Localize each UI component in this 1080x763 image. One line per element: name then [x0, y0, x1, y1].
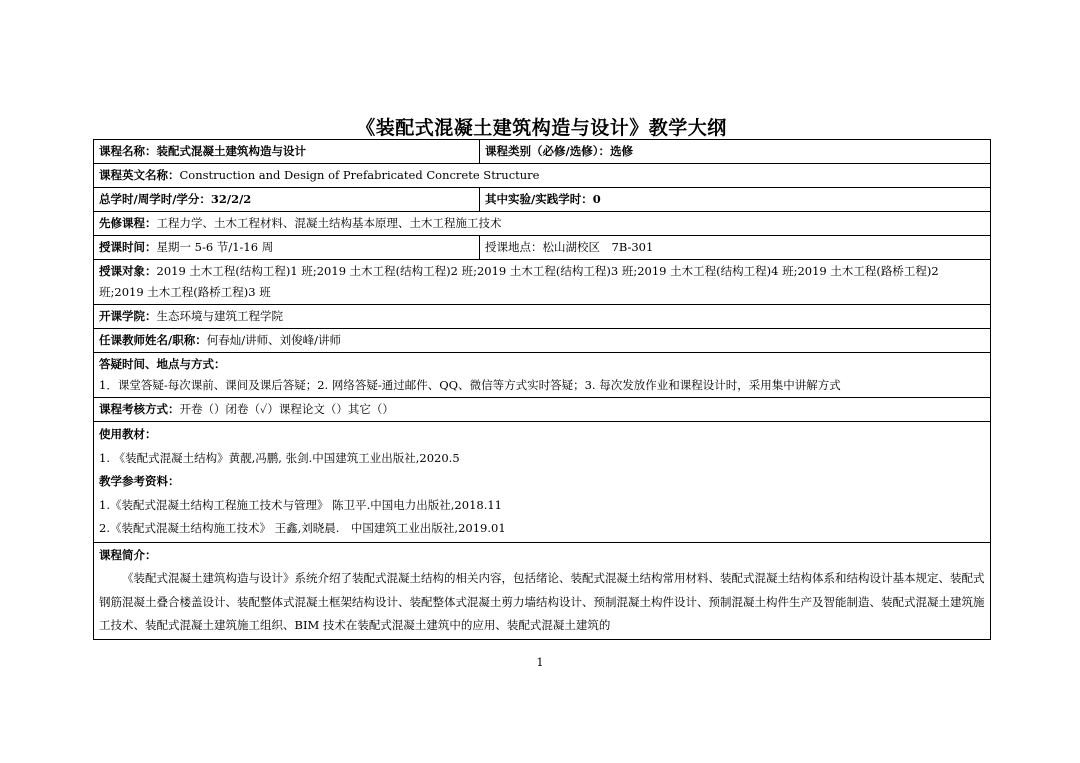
- course-category-label: 课程类别（必修/选修）：: [485, 144, 610, 158]
- assessment-value: 开卷（）闭卷（✓）课程论文（）其它（）: [179, 402, 394, 416]
- page-number: 1: [536, 656, 544, 669]
- prerequisites-label: 先修课程：: [99, 216, 157, 230]
- teachers-label: 任课教师姓名/职称：: [99, 333, 207, 347]
- syllabus-table: [93, 139, 991, 640]
- teachers-cell: [94, 329, 991, 353]
- materials-cell: [94, 422, 991, 543]
- college-value: 生态环境与建筑工程学院: [156, 309, 283, 323]
- intro-label: 课程简介：: [99, 547, 157, 562]
- table-row: [94, 398, 991, 422]
- document-title: 《装配式混凝土建筑构造与设计》教学大纲: [356, 117, 727, 139]
- table-row: [94, 188, 991, 212]
- textbook-label: 使用教材：: [99, 427, 157, 441]
- prerequisites-cell: [94, 212, 991, 236]
- class-time-cell: [94, 236, 480, 260]
- table-row: [94, 305, 991, 329]
- class-location-value: 松山湖校区 7B-301: [542, 240, 654, 254]
- intro-cell: [94, 542, 991, 639]
- course-category-value: 选修: [609, 144, 633, 158]
- reference-entry: 2.《装配式混凝土结构施工技术》 王鑫,刘晓晨. 中国建筑工业出版社,2019.01: [99, 521, 506, 535]
- table-row: [94, 422, 991, 543]
- table-row: [94, 236, 991, 260]
- table-row: [94, 212, 991, 236]
- table-row: [94, 260, 991, 305]
- english-name-cell: [94, 164, 991, 188]
- lab-hours-label: 其中实验/实践学时：: [485, 192, 593, 206]
- table-row: [94, 542, 991, 639]
- assessment-cell: [94, 398, 991, 422]
- qa-value: 1．课堂答疑-每次课前、课间及课后答疑；2. 网络答疑-通过邮件、QQ、微信等方式实时答疑；3. 每次发放作业和课程设计时，采用集中讲解方式: [99, 378, 841, 392]
- lab-hours-cell: [480, 188, 991, 212]
- hours-value: 32/2/2: [210, 192, 252, 206]
- audience-cell: [94, 260, 991, 305]
- teachers-value: 何春灿/讲师、刘俊峰/讲师: [206, 333, 341, 347]
- class-location-cell: [480, 236, 991, 260]
- hours-label: 总学时/周学时/学分：: [99, 192, 211, 206]
- qa-cell: [94, 353, 991, 398]
- college-cell: [94, 305, 991, 329]
- audience-value: 2019 土木工程(结构工程)1 班;2019 土木工程(结构工程)2 班;2019 土木工程(结构工程)3 班;2019 土木工程(结构工程)4 班;2019 土木工程(路桥工程)2 班;2019 土木工程(路桥工程)3 班: [99, 264, 939, 299]
- table-row: [94, 353, 991, 398]
- assessment-label: 课程考核方式：: [99, 402, 180, 416]
- class-time-value: 星期一 5-6 节/1-16 周: [156, 240, 274, 254]
- english-name-value: Construction and Design of Prefabricated Concrete Structure: [179, 168, 540, 182]
- reference-entry: 1.《装配式混凝土结构工程施工技术与管理》 陈卫平.中国电力出版社,2018.11: [99, 497, 502, 512]
- class-location-label: 授课地点：: [485, 240, 543, 254]
- course-name-label: 课程名称：: [99, 144, 157, 158]
- english-name-label: 课程英文名称：: [99, 168, 180, 182]
- table-row: [94, 164, 991, 188]
- class-time-label: 授课时间：: [99, 240, 157, 254]
- lab-hours-value: 0: [592, 192, 601, 206]
- qa-label: 答疑时间、地点与方式：: [99, 357, 226, 371]
- course-category-cell: [480, 140, 991, 164]
- table-row: [94, 140, 991, 164]
- intro-text: 《装配式混凝土建筑构造与设计》系统介绍了装配式混凝土结构的相关内容，包括绪论、装配式混凝土结构常用材料、装配式混凝土结构体系和结构设计基本规定、装配式钢筋混凝土叠合楼盖设计、装配整体式混凝土框架结构设计、装配整体式混凝土剪力墙结构设计、预制混凝土构件设计、预制混凝土构件生产及智能制造、装配式混凝土建筑施工技术、装配式混凝土建筑施工组织、BIM 技术在装配式混凝土建筑中的应用、装配式混凝土建筑的: [99, 571, 985, 632]
- college-label: 开课学院：: [99, 309, 157, 323]
- audience-label: 授课对象：: [99, 264, 157, 278]
- table-row: [94, 329, 991, 353]
- textbook-entry: 1. 《装配式混凝土结构》黄靓,冯鹏, 张剑.中国建筑工业出版社,2020.5: [99, 450, 460, 465]
- course-name-cell: [94, 140, 480, 164]
- references-label: 教学参考资料：: [99, 474, 180, 488]
- course-name-value: 装配式混凝土建筑构造与设计: [156, 144, 306, 158]
- prerequisites-value: 工程力学、土木工程材料、混凝土结构基本原理、土木工程施工技术: [156, 216, 502, 230]
- hours-cell: [94, 188, 480, 212]
